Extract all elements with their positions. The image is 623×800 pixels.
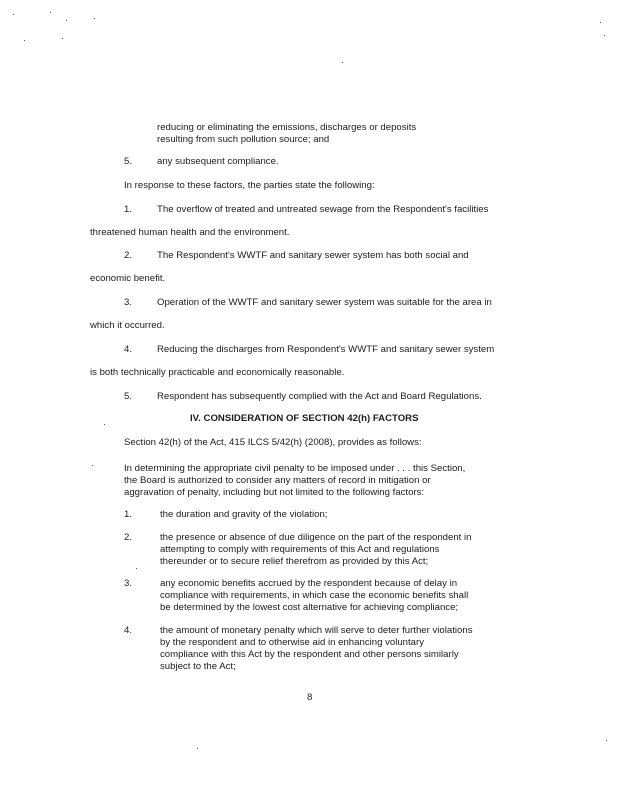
response-number: 4. xyxy=(124,344,133,355)
factor-number: 2. xyxy=(124,532,133,543)
scan-speck xyxy=(13,14,14,15)
factor-text: any subsequent compliance. xyxy=(157,156,279,167)
response-text: Reducing the discharges from Respondent's WWTF and sanitary sewer system xyxy=(157,344,495,355)
scan-speck xyxy=(104,424,105,425)
factor-line: any economic benefits accrued by the respondent because of delay in xyxy=(160,578,458,589)
section-intro: Section 42(h) of the Act, 415 ILCS 5/42(h) (2008), provides as follows: xyxy=(124,437,422,448)
response-text: is both technically practicable and economically reasonable. xyxy=(90,367,345,378)
scan-speck xyxy=(604,35,605,36)
factor-line: the amount of monetary penalty which will serve to deter further violations xyxy=(160,625,473,636)
factor-line: compliance with this Act by the respondent and other persons similarly xyxy=(160,649,459,660)
factor-number: 3. xyxy=(124,578,133,589)
factor-line: thereunder or to secure relief therefrom as provided by this Act; xyxy=(160,556,429,567)
response-text: which it occurred. xyxy=(90,320,165,331)
quote-line: In determining the appropriate civil penalty to be imposed under . . . this Section, xyxy=(124,463,466,474)
factor-line: be determined by the lowest cost alternative for achieving compliance; xyxy=(160,602,459,613)
scan-speck xyxy=(92,465,93,466)
factor-number: 4. xyxy=(124,625,133,636)
factor-line: by the respondent and to otherwise aid in enhancing voluntary xyxy=(160,637,425,648)
factor-line: subject to the Act; xyxy=(160,661,236,672)
quote-line: aggravation of penalty, including but not limited to the following factors: xyxy=(124,487,425,498)
response-number: 1. xyxy=(124,204,133,215)
response-text: Respondent has subsequently complied with the Act and Board Regulations. xyxy=(157,391,482,402)
scan-speck xyxy=(24,40,25,41)
factor-line: the presence or absence of due diligence on the part of the respondent in xyxy=(160,532,472,543)
scan-speck xyxy=(342,62,343,63)
continuation-line: reducing or eliminating the emissions, discharges or deposits xyxy=(157,122,417,133)
quote-line: the Board is authorized to consider any matters of record in mitigation or xyxy=(124,475,431,486)
intro-paragraph: In response to these factors, the parties state the following: xyxy=(124,180,375,191)
scan-speck xyxy=(606,740,607,741)
factor-line: the duration and gravity of the violation; xyxy=(160,509,328,520)
section-heading: IV. CONSIDERATION OF SECTION 42(h) FACTORS xyxy=(190,413,419,424)
factor-line: attempting to comply with requirements of this Act and regulations xyxy=(160,544,440,555)
scan-speck xyxy=(600,22,601,23)
response-number: 2. xyxy=(124,250,133,261)
scan-speck xyxy=(136,568,137,569)
response-number: 3. xyxy=(124,297,133,308)
factor-number: 1. xyxy=(124,509,133,520)
response-text: The Respondent's WWTF and sanitary sewer system has both social and xyxy=(157,250,469,261)
factor-number: 5. xyxy=(124,156,133,167)
scan-speck xyxy=(197,748,198,749)
response-text: economic benefit. xyxy=(90,273,166,284)
scan-speck xyxy=(50,12,51,13)
factor-line: compliance with requirements, in which case the economic benefits shall xyxy=(160,590,469,601)
response-number: 5. xyxy=(124,391,133,402)
page-number: 8 xyxy=(307,692,313,703)
scan-speck xyxy=(66,20,67,21)
scan-speck xyxy=(94,18,95,19)
response-text: Operation of the WWTF and sanitary sewer system was suitable for the area in xyxy=(157,297,492,308)
response-text: The overflow of treated and untreated sewage from the Respondent's facilities xyxy=(157,204,489,215)
response-text: threatened human health and the environment. xyxy=(90,227,290,238)
scan-speck xyxy=(62,38,63,39)
continuation-line: resulting from such pollution source; and xyxy=(157,134,330,145)
